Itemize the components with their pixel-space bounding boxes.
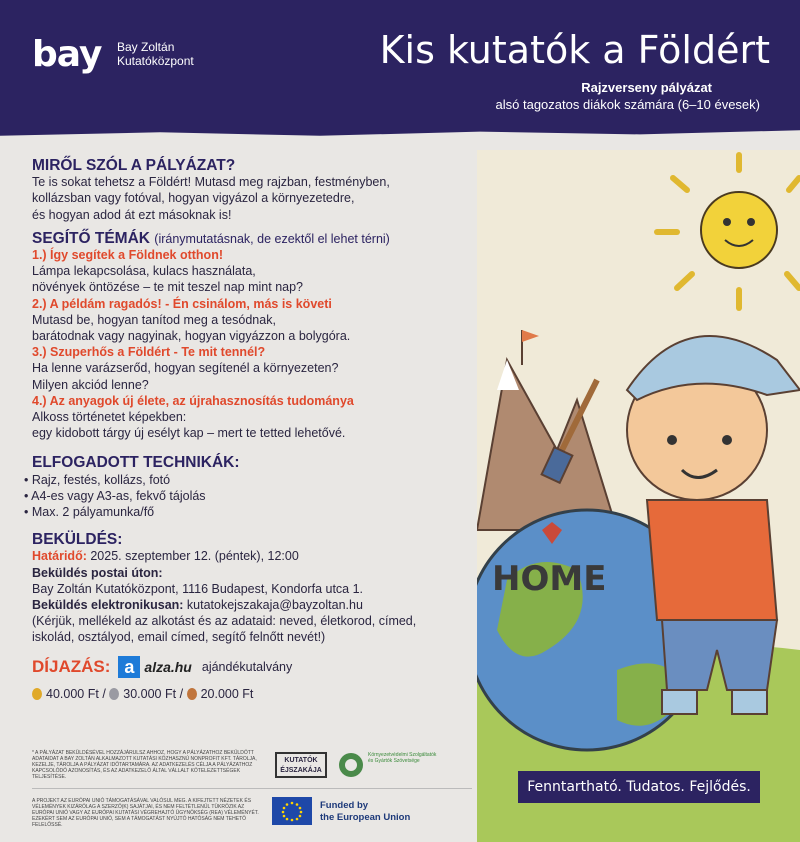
about-heading: MIRŐL SZÓL A PÁLYÁZAT? [32,157,236,174]
eu-line2: the European Union [320,812,411,823]
subtitle-audience: alsó tagozatos diákok számára (6–10 évesek) [495,97,760,112]
header-banner [0,0,800,130]
kj-logo-line1: KUTATÓK [284,757,318,764]
topic-line: barátodnak vagy nagyinak, hogyan vigyázzon a bolygóra. [32,329,351,344]
topics-heading-note: (iránymutatásnak, de ezektől el lehet térni) [154,231,390,246]
privacy-footnote: * A PÁLYÁZAT BEKÜLDÉSÉVEL HOZZÁJÁRULSZ AHHOZ, HOGY A PÁLYÁZATHOZ BEKÜLDÖTT ADATAIDAT A BAY ZOLTÁN ALKALMAZOTT KUTATÁSI KÖZHASZNÚ NONPROFIT KFT. TÁROLJA, KEZELJE, TÁROLJA A PÁLYÁZAT IDŐTARTAMÁRA. AZ ADATKEZELÉS CÉLJA A PÁLYÁZATHOZ KAPCSOLÓDÓ AZONOSÍTÁS, ÉS AZ ADATKEZELŐ ÁLTAL VÁLLALT KÖTELEZETTSÉGEK TELJESÍTÉSE. [32,750,257,780]
tagline-badge: Fenntartható. Tudatos. Fejlődés. [518,771,760,803]
about-line: és hogyan adod át ezt másoknak is! [32,207,232,222]
sponsor-name: alza.hu [144,658,192,675]
kj-logo-line2: ÉJSZAKÁJA [280,767,322,774]
submission-note: iskolád, osztályod, email címed, segítő felnőtt nevét!) [32,630,326,645]
email-row [32,597,472,613]
silver-medal-icon [109,688,119,700]
eu-funded-text [320,800,410,824]
footer-divider [32,788,472,789]
deadline-value: 2025. szeptember 12. (péntek), 12:00 [86,549,299,564]
topic-line: Ha lenne varázserőd, hogyan segítenél a környezeten? [32,361,339,376]
eu-flag-icon [272,797,312,825]
sponsor-suffix: ajándékutalvány [201,659,293,674]
topic-line: növények öntözése – te mit teszel nap mint nap? [32,280,303,295]
technique-item: • Max. 2 pályamunka/fő [24,505,155,520]
bronze-prize: 20.000 Ft [200,686,254,701]
prize-separator: / [179,686,184,701]
prize-label: DÍJAZÁS: [32,656,111,676]
org-name-line2: Kutatóközpont [117,54,194,68]
topic-title: 3.) Szuperhős a Földért - Te mit tennél? [32,345,266,360]
topic-line: Lámpa lekapcsolása, kulacs használata, [32,264,256,279]
about-line: Te is sokat tehetsz a Földért! Mutasd meg rajzban, festményben, [32,175,390,190]
page-title: Kis kutatók a Földért [379,28,770,72]
partner-text: Környezetvédelmi Szolgáltatók és Gyártók Szövetsége [368,752,437,764]
partner-logo [338,752,438,778]
bronze-medal-icon [187,688,197,700]
topic-line: Mutasd be, hogyan tanítod meg a tesódnak, [32,312,276,327]
content-column [24,150,472,702]
submission-note: (Kérjük, mellékeld az alkotást és az adataid: neved, életkorod, címed, [32,614,417,629]
alza-a-icon: a [118,656,140,678]
deadline [32,548,472,564]
alza-logo [118,656,191,678]
topic-line: egy kidobott tárgy új esélyt kap – mert te tetted lehetővé. [32,426,346,441]
email-label: Beküldés elektronikusan: [32,598,184,613]
eu-disclaimer: A PROJEKT AZ EURÓPAI UNIÓ TÁMOGATÁSÁVAL VALÓSUL MEG. A KIFEJTETT NÉZETEK ÉS VÉLEMÉNYEK KIZÁRÓLAG A SZERZŐ(K) SAJÁTJAI, ÉS NEM FELTÉTLENÜL TÜKRÖZIK AZ EURÓPAI UNIÓ VAGY AZ EURÓPAI KUTATÁSI VÉGREHAJTÓ ÜGYNÖKSÉG (REA) VÉLEMÉNYÉT. EZEKÉRT SEM AZ EURÓPAI UNIÓ, SEM A TÁMOGATÁST NYÚJTÓ HATÓSÁG NEM TEHETŐ FELELŐSSÉ. [32,798,259,828]
silver-prize: 30.000 Ft [123,686,177,701]
home-label: HOME [492,559,607,599]
deadline-label: Határidő: [32,549,87,564]
topic-title: 2.) A példám ragadós! - Én csinálom, más is követi [32,296,332,311]
technique-item: • Rajz, festés, kollázs, fotó [24,472,171,487]
bay-logo: bay [32,34,102,75]
subtitle-contest: Rajzverseny pályázat [581,80,712,95]
gold-medal-icon [32,688,42,700]
kutatok-ejszakaja-logo [275,752,327,778]
technique-item: • A4-es vagy A3-as, fekvő tájolás [24,488,206,503]
org-name-line1: Bay Zoltán [117,40,175,54]
eu-line1: Funded by [320,800,369,811]
topics-heading [32,231,472,247]
child-earth-illustration [477,150,800,842]
org-name [117,40,217,68]
about-line: kollázsban vagy fotóval, hogyan vigyázol a környezetedre, [32,191,355,206]
topic-title: 4.) Az anyagok új élete, az újrahasznosítás tudománya [32,393,354,408]
topic-line: Milyen akciód lenne? [32,377,149,392]
email-value[interactable]: kutatokejszakaja@bayzoltan.hu [183,598,363,613]
prize-amounts [32,686,472,702]
topic-line: Alkoss történetet képekben: [32,410,187,425]
illustration-drawing [477,150,800,842]
partner-leaf-icon [338,752,364,778]
postal-address: Bay Zoltán Kutatóközpont, 1116 Budapest, Kondorfa utca 1. [32,581,364,596]
prize-separator: / [102,686,106,701]
prize-row [32,656,472,678]
postal-label: Beküldés postai úton: [32,565,163,580]
topics-heading-text: SEGÍTŐ TÉMÁK [32,229,150,247]
topic-title: 1.) Így segítek a Földnek otthon! [32,248,223,263]
gold-prize: 40.000 Ft [46,686,99,701]
submission-heading: BEKÜLDÉS: [32,531,123,549]
techniques-heading: ELFOGADOTT TECHNIKÁK: [32,454,240,472]
